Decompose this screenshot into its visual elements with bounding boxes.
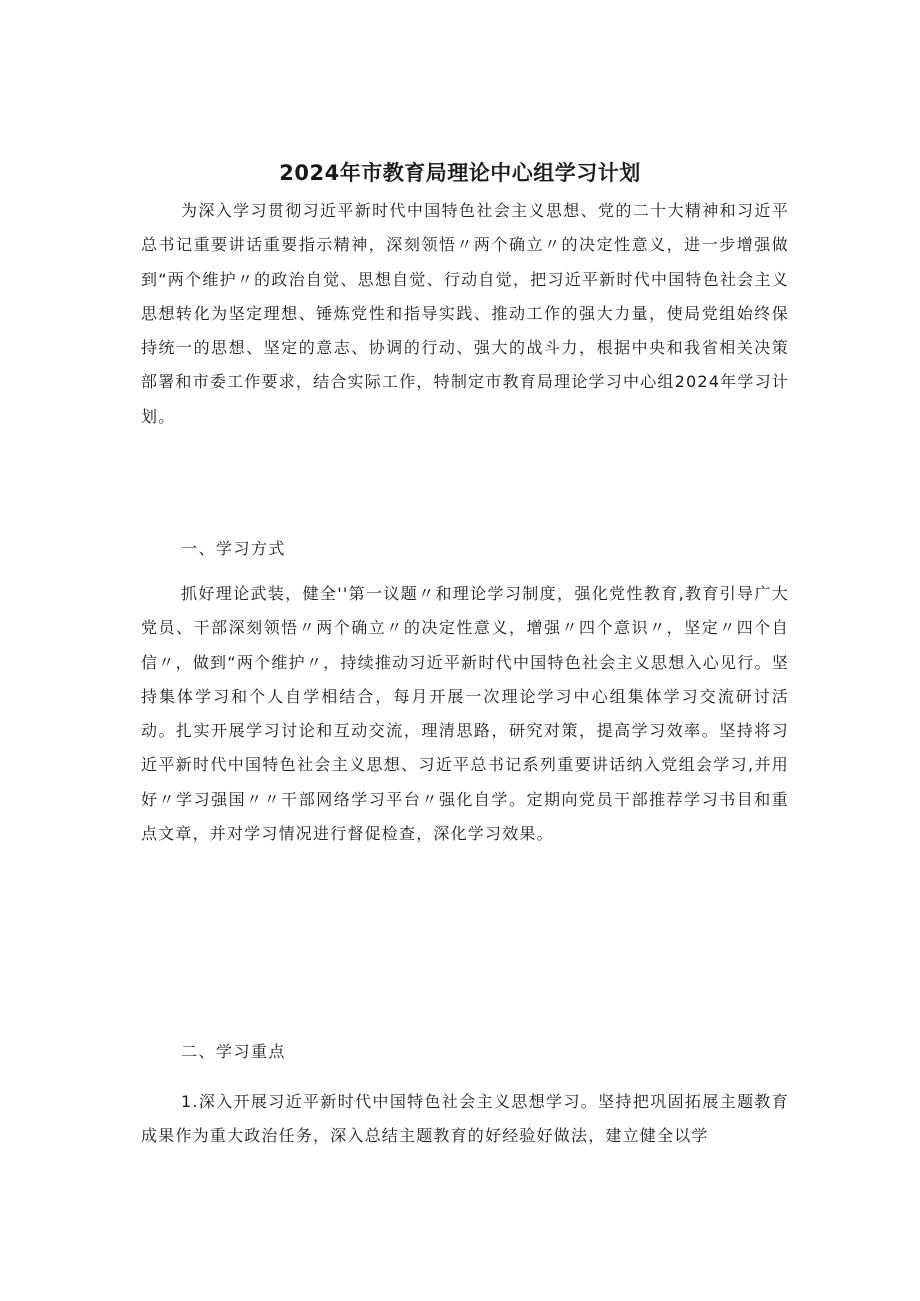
intro-paragraph: 为深入学习贯彻习近平新时代中国特色社会主义思想、党的二十大精神和习近平总书记重要讲话重要指示精神，深刻领悟〃两个确立〃的决定性意义，进一步增强做到“两个维护〃的政治自觉、思想自觉、行动自觉，把习近平新时代中国特色社会主义思想转化为坚定理想、锤炼党性和指导实践、推动工作的强大力量，使局党组始终保持统一的思想、坚定的意志、协调的行动、强大的战斗力，根据中央和我省相关决策部署和市委工作要求，结合实际工作，特制定市教育局理论学习中心组2024年学习计划。 [141,201,789,426]
study-method-paragraph: 抓好理论武装，健全''第一议题〃和理论学习制度，强化党性教育,教育引导广大党员、干部深刻领悟〃两个确立〃的决定性意义，增强〃四个意识〃，坚定〃四个自信〃，做到“两个维护〃，持续推动习近平新时代中国特色社会主义思想入心见行。坚持集体学习和个人自学相结合，每月开展一次理论学习中心组集体学习交流研讨活动。扎实开展学习讨论和互动交流，理清思路，研究对策，提高学习效率。坚持将习近平新时代中国特色社会主义思想、习近平总书记系列重要讲话纳入党组会学习,并用好〃学习强国〃〃干部网络学习平台〃强化自学。定期向党员干部推荐学习书目和重点文章，并对学习情况进行督促检查，深化学习效果。 [141,584,789,844]
study-focus-paragraph: 1.深入开展习近平新时代中国特色社会主义思想学习。坚持把巩固拓展主题教育成果作为重大政治任务，深入总结主题教育的好经验好做法，建立健全以学 [141,1092,789,1146]
section-heading-study-focus: 二、学习重点 [181,1042,287,1061]
section-heading-study-method: 一、学习方式 [181,539,287,558]
document-title: 2024年市教育局理论中心组学习计划 [279,161,641,186]
